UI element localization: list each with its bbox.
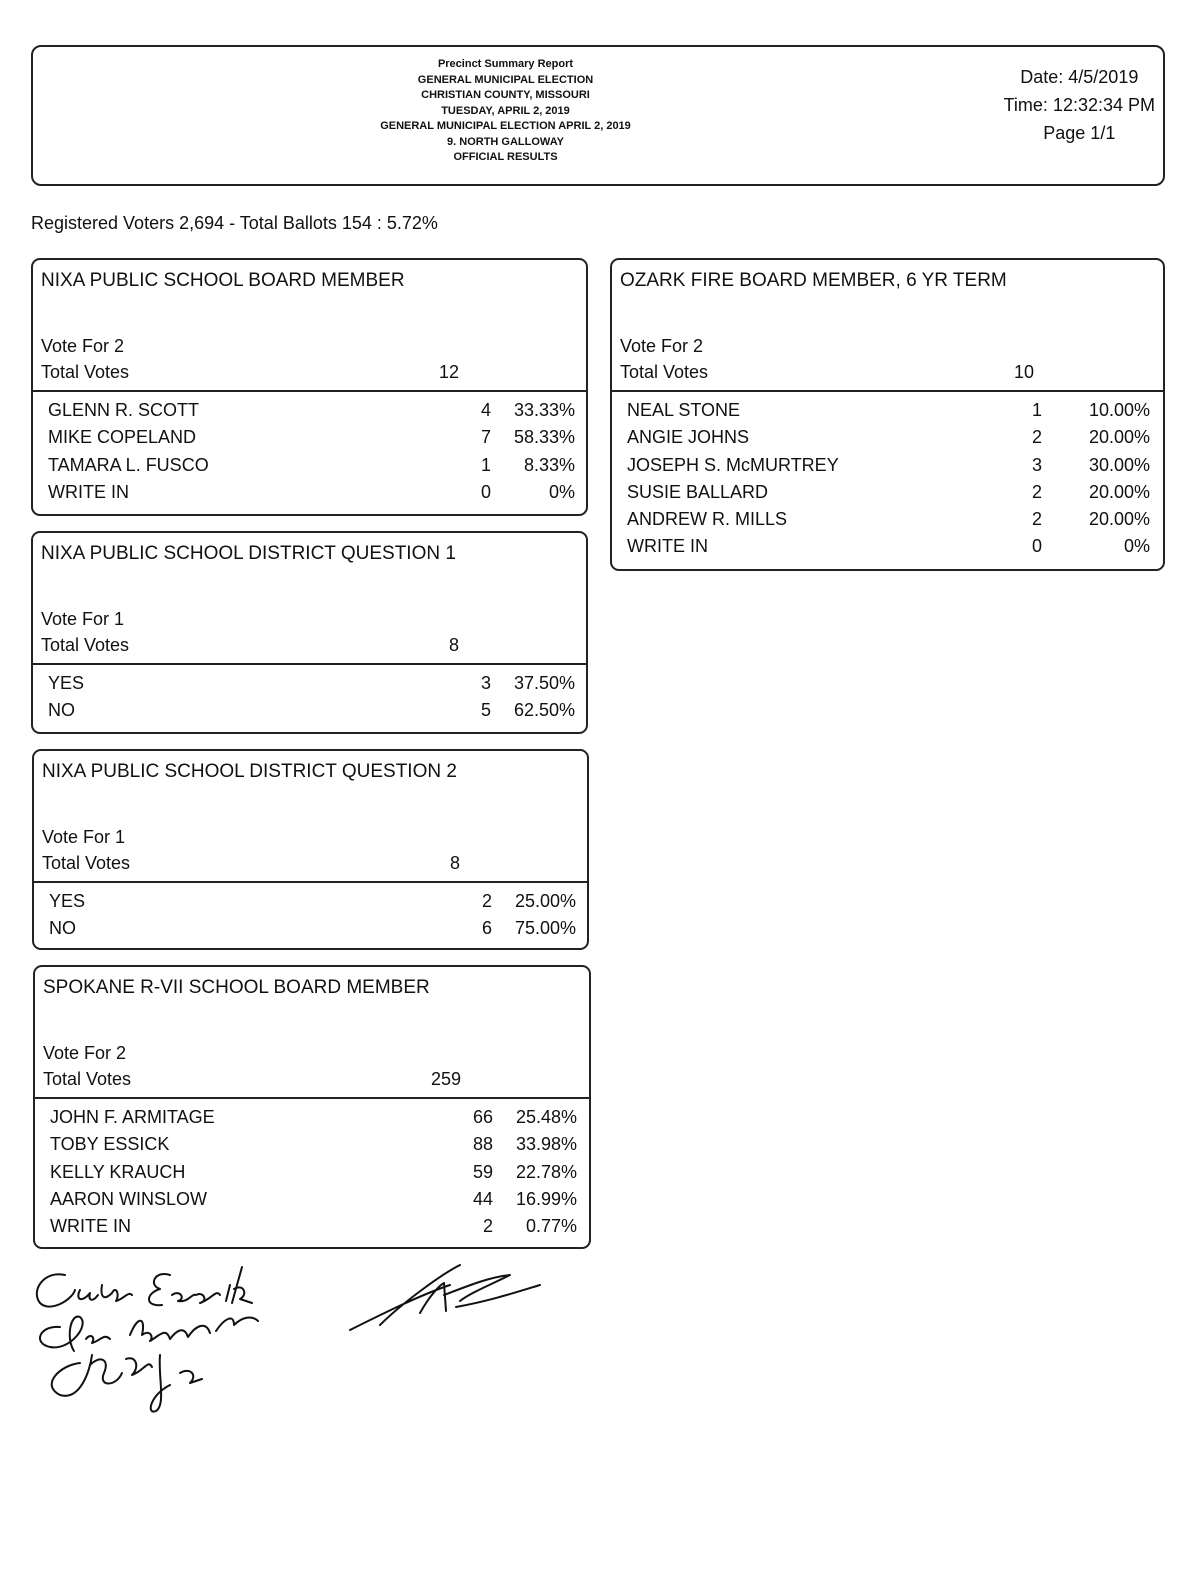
choice-percent: 58.33% [513, 427, 575, 448]
result-row [34, 889, 587, 916]
choice-votes: 2 [481, 891, 492, 911]
vote-for-label: Vote For 2 [620, 336, 704, 356]
choice-name: NO [49, 918, 76, 939]
header-divider [35, 1097, 589, 1099]
report-meta [1004, 63, 1155, 147]
choice-name: JOSEPH S. McMURTREY [627, 454, 839, 475]
total-votes-label: Total Votes [42, 853, 131, 873]
choice-votes: 1 [480, 454, 491, 475]
choice-name: SUSIE BALLARD [627, 481, 769, 502]
result-row [612, 534, 1163, 561]
vote-for-label: Vote For 1 [41, 609, 125, 629]
choice-votes: 59 [472, 1161, 493, 1182]
choice-votes: 2 [1031, 509, 1042, 530]
choice-votes: 3 [1031, 454, 1042, 475]
report-time: Time: 12:32:34 PM [1003, 95, 1155, 115]
result-row [33, 398, 586, 425]
results-list [34, 889, 587, 944]
result-row [33, 698, 586, 725]
vote-for-label: Vote For 1 [42, 827, 126, 847]
choice-name: JOHN F. ARMITAGE [50, 1107, 215, 1127]
choice-name: TOBY ESSICK [50, 1134, 170, 1155]
total-votes-label: Total Votes [41, 362, 130, 382]
race-title: NIXA PUBLIC SCHOOL DISTRICT QUESTION 2 [42, 761, 457, 782]
choice-percent: 22.78% [515, 1161, 577, 1182]
total-votes-value: 8 [448, 635, 459, 655]
choice-votes: 1 [1031, 400, 1042, 420]
results-status: OFFICIAL RESULTS [453, 151, 558, 163]
choice-votes: 0 [1031, 536, 1042, 557]
choice-percent: 8.33% [523, 454, 575, 475]
result-row [612, 398, 1163, 425]
race-box [31, 258, 588, 516]
choice-name: NEAL STONE [627, 400, 741, 420]
choice-votes: 66 [472, 1107, 493, 1127]
race-box [610, 258, 1165, 571]
total-votes-value: 8 [449, 853, 460, 873]
race-title: NIXA PUBLIC SCHOOL DISTRICT QUESTION 1 [41, 543, 456, 564]
choice-name: ANDREW R. MILLS [627, 509, 788, 530]
choice-votes: 2 [1031, 481, 1042, 502]
results-list [33, 398, 586, 507]
choice-votes: 0 [480, 481, 491, 502]
choice-votes: 5 [480, 700, 491, 721]
report-title: Precinct Summary Report [437, 58, 574, 70]
results-list [33, 671, 586, 726]
choice-name: KELLY KRAUCH [50, 1161, 186, 1182]
total-votes-value: 10 [1013, 362, 1034, 382]
choice-name: WRITE IN [50, 1216, 131, 1237]
result-row [612, 480, 1163, 507]
result-row [612, 453, 1163, 480]
signatures-image [20, 1255, 580, 1435]
result-row [33, 425, 586, 452]
turnout-summary: Registered Voters 2,694 - Total Ballots 154 : 5.72% [31, 213, 438, 233]
total-votes-value: 259 [430, 1069, 461, 1089]
choice-name: YES [49, 891, 86, 911]
choice-name: GLENN R. SCOTT [48, 400, 200, 420]
choice-votes: 6 [481, 918, 492, 939]
race-title: SPOKANE R-VII SCHOOL BOARD MEMBER [43, 977, 430, 998]
vote-for-label: Vote For 2 [41, 336, 125, 356]
results-list [612, 398, 1163, 562]
choice-votes: 2 [482, 1216, 493, 1237]
result-row [35, 1214, 589, 1241]
results-list [35, 1105, 589, 1241]
choice-percent: 20.00% [1088, 481, 1150, 502]
choice-votes: 88 [472, 1134, 493, 1155]
choice-votes: 4 [480, 400, 491, 420]
choice-percent: 0.77% [525, 1216, 577, 1237]
header-divider [33, 663, 586, 665]
choice-percent: 33.98% [515, 1134, 577, 1155]
total-votes-label: Total Votes [620, 362, 709, 382]
vote-for-label: Vote For 2 [43, 1043, 127, 1063]
election-name: GENERAL MUNICIPAL ELECTION [417, 73, 594, 86]
race-box [32, 749, 589, 950]
choice-percent: 25.48% [515, 1107, 577, 1127]
choice-name: WRITE IN [48, 481, 129, 502]
result-row [33, 480, 586, 507]
result-row [35, 1160, 589, 1187]
choice-name: WRITE IN [627, 536, 708, 557]
result-row [33, 453, 586, 480]
choice-percent: 75.00% [514, 918, 576, 939]
election-full-name: GENERAL MUNICIPAL ELECTION APRIL 2, 2019 [380, 120, 631, 132]
choice-percent: 33.33% [513, 400, 575, 420]
result-row [35, 1132, 589, 1159]
result-row [612, 425, 1163, 452]
result-row [35, 1105, 589, 1132]
choice-percent: 25.00% [514, 891, 576, 911]
choice-percent: 62.50% [513, 700, 575, 721]
total-votes-label: Total Votes [43, 1069, 132, 1089]
election-date: TUESDAY, APRIL 2, 2019 [441, 104, 570, 117]
report-header-titles [33, 57, 978, 166]
choice-votes: 7 [480, 427, 491, 448]
total-votes-value: 12 [438, 362, 459, 382]
choice-name: AARON WINSLOW [50, 1188, 208, 1209]
choice-percent: 37.50% [513, 673, 575, 693]
choice-votes: 44 [472, 1188, 493, 1209]
choice-percent: 20.00% [1088, 427, 1150, 448]
choice-percent: 16.99% [515, 1188, 577, 1209]
choice-name: ANGIE JOHNS [627, 427, 750, 448]
choice-percent: 0% [1123, 536, 1150, 557]
result-row [33, 671, 586, 698]
report-date: Date: 4/5/2019 [1020, 67, 1139, 87]
report-header [31, 45, 1165, 186]
race-title: OZARK FIRE BOARD MEMBER, 6 YR TERM [620, 270, 1007, 291]
result-row [34, 916, 587, 943]
header-divider [33, 390, 586, 392]
header-divider [34, 881, 587, 883]
race-title: NIXA PUBLIC SCHOOL BOARD MEMBER [41, 270, 405, 291]
race-box [33, 965, 591, 1249]
race-box [31, 531, 588, 734]
page-number: Page 1/1 [1043, 123, 1116, 143]
choice-percent: 10.00% [1088, 400, 1150, 420]
choice-percent: 20.00% [1088, 509, 1150, 530]
precinct-name: 9. NORTH GALLOWAY [447, 135, 564, 148]
choice-name: YES [48, 673, 85, 693]
result-row [35, 1187, 589, 1214]
total-votes-label: Total Votes [41, 635, 130, 655]
choice-votes: 2 [1031, 427, 1042, 448]
choice-percent: 0% [548, 481, 575, 502]
header-divider [612, 390, 1163, 392]
result-row [612, 507, 1163, 534]
choice-name: TAMARA L. FUSCO [48, 454, 209, 475]
choice-name: MIKE COPELAND [48, 427, 197, 448]
choice-name: NO [48, 700, 75, 721]
choice-votes: 3 [480, 673, 491, 693]
county-name: CHRISTIAN COUNTY, MISSOURI [421, 89, 590, 101]
choice-percent: 30.00% [1088, 454, 1150, 475]
